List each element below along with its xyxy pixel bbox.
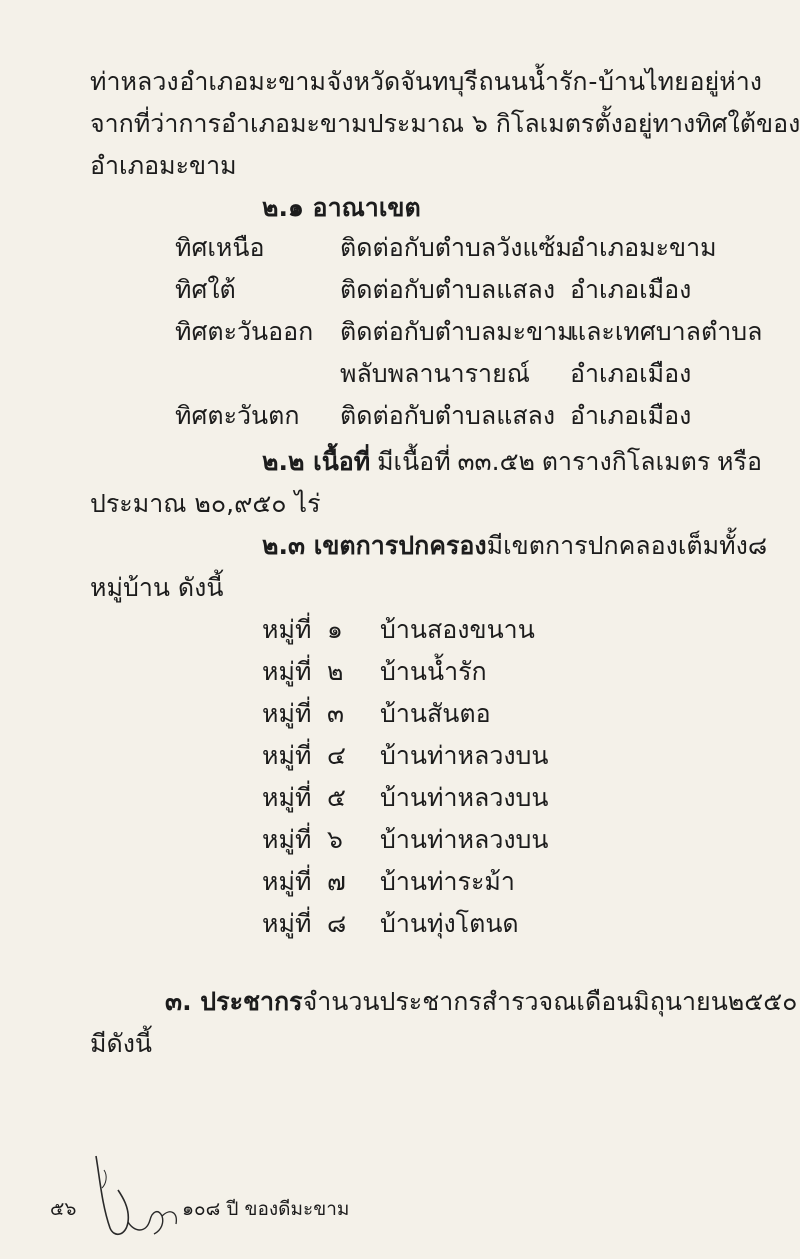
section-3-line-1 (165, 986, 798, 1018)
boundary-district: และเทศบาลตำบล (570, 317, 763, 346)
section-2-3-heading: ๒.๓ เขตการปกครอง (262, 531, 487, 560)
section-2-2-line-1 (262, 446, 762, 478)
section-3-word: สำรวจ (481, 987, 554, 1016)
boundary-direction: ทิศตะวันออก (175, 317, 314, 346)
boundary-adjacent: พลับพลานารายณ์ (340, 359, 530, 388)
boundary-district: อำเภอมะขาม (570, 233, 717, 262)
village-number: ๖ (327, 825, 343, 854)
village-number: ๘ (327, 909, 347, 938)
section-3-word: ๒๕๕๐ (727, 987, 798, 1016)
section-2-2-line-2: ประมาณ ๒๐,๙๕๐ ไร่ (90, 489, 321, 518)
section-3-word: เดือนมิถุนายน (576, 987, 728, 1016)
section-3-heading: ๓. ประชากร (165, 987, 303, 1016)
book-title: ๑๐๘ ปี ของดีมะขาม (182, 1198, 350, 1220)
boundary-adjacent: ติดต่อกับตำบลมะขาม (340, 317, 574, 346)
section-2-3-word: เต็มทั้ง (677, 531, 748, 560)
intro-word: จังหวัดจันทบุรี (326, 67, 478, 96)
village-label: หมู่ที่ (262, 783, 312, 812)
village-label: หมู่ที่ (262, 699, 312, 728)
boundary-adjacent: ติดต่อกับตำบลแสลง (340, 275, 556, 304)
intro-line-2 (90, 108, 800, 140)
boundary-adjacent: ติดต่อกับตำบลวังแซ้ม (340, 233, 572, 262)
intro-word: ถนนน้ำรัก (478, 67, 588, 96)
village-label: หมู่ที่ (262, 741, 312, 770)
section-3-line-2: มีดังนี้ (90, 1029, 153, 1058)
village-label: หมู่ที่ (262, 867, 312, 896)
section-2-3-word: ๘ (747, 531, 768, 560)
section-2-2-word: ๓๓.๕๒ (457, 447, 535, 476)
section-2-2-word: ตารางกิโลเมตร (541, 447, 711, 476)
village-label: หมู่ที่ (262, 657, 312, 686)
section-2-3-word: มีเขตการปกคลอง (486, 531, 678, 560)
section-2-3-line-2: หมู่บ้าน ดังนี้ (90, 573, 224, 602)
village-name: บ้านสองขนาน (380, 615, 535, 644)
village-name: บ้านท่าหลวงบน (380, 825, 549, 854)
intro-word: อยู่ห่าง (689, 67, 762, 96)
village-name: บ้านทุ่งโตนด (380, 909, 519, 938)
boundary-direction: ทิศใต้ (175, 275, 236, 304)
village-label: หมู่ที่ (262, 825, 312, 854)
section-2-2-word: หรือ (717, 447, 762, 476)
intro-line-1 (90, 66, 762, 98)
intro-word: ประมาณ ๖ กิโลเมตร (367, 109, 595, 138)
section-2-2-heading: ๒.๒ เนื้อที่ (262, 447, 371, 476)
intro-word: อำเภอมะขาม (179, 67, 326, 96)
section-3-word: ณ (553, 987, 577, 1016)
section-2-1-heading: ๒.๑ อาณาเขต (262, 193, 421, 222)
village-label: หมู่ที่ (262, 909, 312, 938)
section-3-word: จำนวนประชากร (302, 987, 482, 1016)
intro-line-3: อำเภอมะขาม (90, 151, 237, 180)
village-number: ๕ (327, 783, 346, 812)
boundary-district: อำเภอเมือง (570, 275, 692, 304)
village-number: ๗ (327, 867, 346, 896)
section-2-3-line-1 (262, 530, 768, 562)
village-number: ๒ (327, 657, 344, 686)
village-name: บ้านสันตอ (380, 699, 491, 728)
village-name: บ้านน้ำรัก (380, 657, 487, 686)
tamarind-sketch-icon (92, 1150, 192, 1240)
boundary-adjacent: ติดต่อกับตำบลแสลง (340, 401, 556, 430)
village-name: บ้านท่าหลวงบน (380, 741, 549, 770)
village-number: ๑ (327, 615, 343, 644)
intro-word: ตั้งอยู่ทางทิศใต้ของ (594, 109, 800, 138)
boundary-direction: ทิศเหนือ (175, 233, 265, 262)
village-name: บ้านท่าระม้า (380, 867, 515, 896)
boundary-district: อำเภอเมือง (570, 401, 692, 430)
village-number: ๓ (327, 699, 345, 728)
intro-word: ท่าหลวง (90, 67, 179, 96)
page-number: ๕๖ (50, 1198, 77, 1220)
village-label: หมู่ที่ (262, 615, 312, 644)
boundary-district: อำเภอเมือง (570, 359, 692, 388)
section-2-2-word: มีเนื้อที่ (377, 447, 451, 476)
village-number: ๔ (327, 741, 346, 770)
intro-word: บ้านไทย (598, 67, 689, 96)
intro-word: - (588, 67, 598, 96)
village-name: บ้านท่าหลวงบน (380, 783, 549, 812)
boundary-direction: ทิศตะวันตก (175, 401, 300, 430)
intro-word: จากที่ว่าการอำเภอมะขาม (90, 109, 368, 138)
